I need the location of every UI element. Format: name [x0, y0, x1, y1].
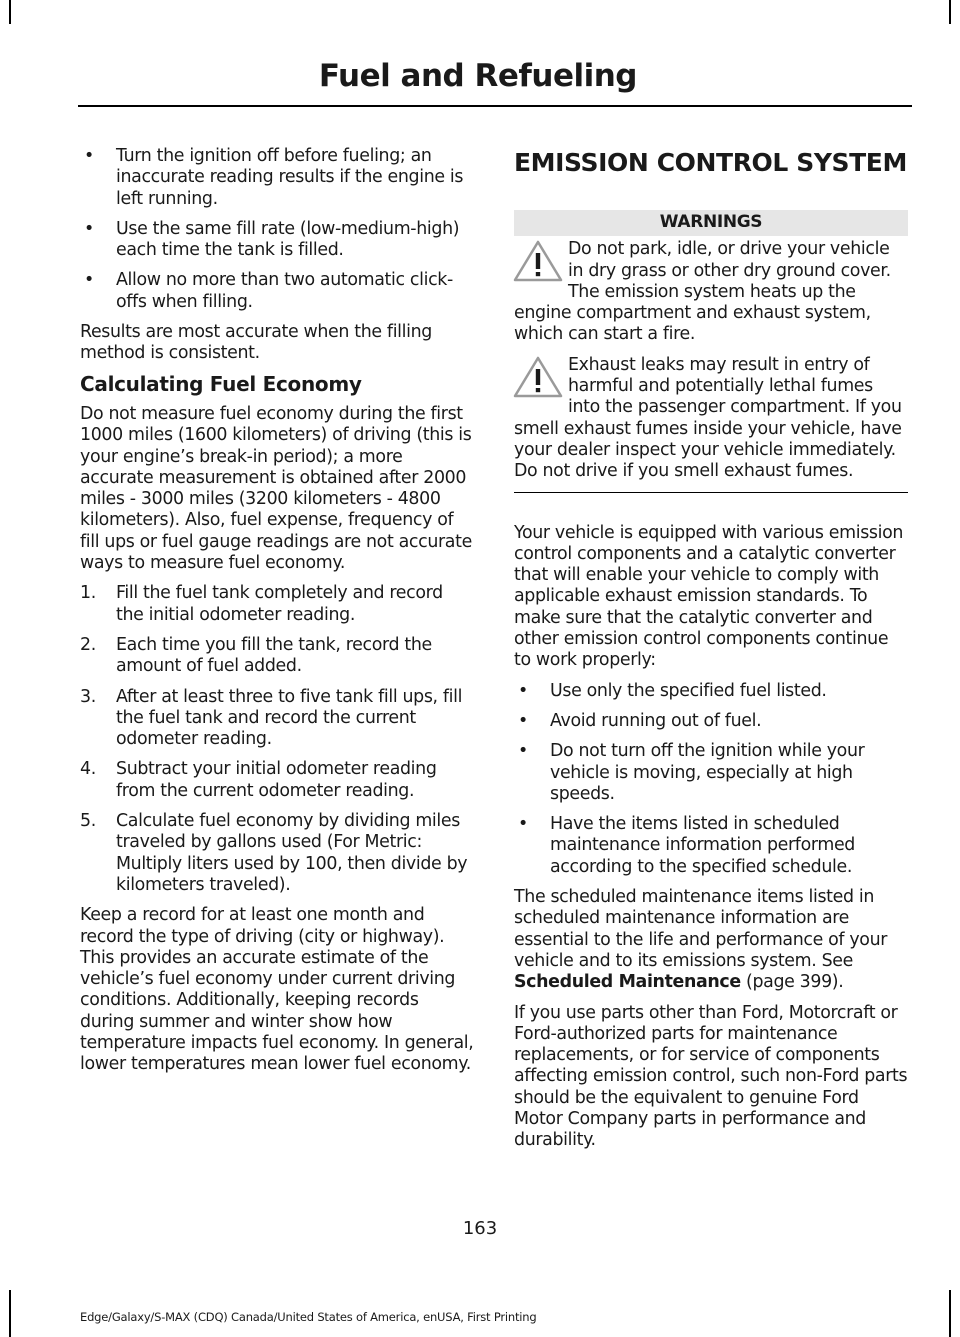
bullet-mark: •: [84, 146, 94, 166]
numbered-step: 5. Calculate fuel economy by dividing miles traveled by gallons used (For Metric: Multiply liters used by 100, then divide by kilometers traveled).: [80, 811, 468, 895]
list-item: • Do not turn off the ignition while your vehicle is moving, especially at high speeds.: [518, 741, 865, 804]
warning-text: Do not park, idle, or drive your vehicle in dry grass or other dry ground cover. The emission system heats up the engine compartment and exhaust system, which can start a fire.: [514, 239, 891, 345]
section-heading: EMISSION CONTROL SYSTEM: [514, 148, 907, 177]
right-column: [514, 146, 908, 1161]
crop-mark-top-right: [949, 0, 951, 24]
bullet-mark: •: [84, 218, 94, 239]
list-item: • Have the items listed in scheduled maintenance information performed according to the specified schedule.: [518, 814, 855, 877]
warning-block: [514, 239, 908, 345]
crop-mark-bottom-left: [9, 1290, 11, 1337]
list-item: • Use only the specified fuel listed.: [518, 680, 827, 701]
warning-triangle-icon: [512, 355, 564, 399]
numbered-step: 3. After at least three to five tank fill ups, fill the fuel tank and record the current odometer reading.: [80, 686, 463, 750]
bullet-mark: •: [518, 814, 528, 835]
bullet-mark: •: [518, 741, 528, 762]
list-item: • Turn the ignition off before fueling; an inaccurate reading results if the engine is left running.: [84, 146, 464, 209]
list-item: • Allow no more than two automatic click-offs when filling.: [84, 270, 453, 312]
warning-triangle-icon: [512, 239, 564, 283]
header-divider: [78, 105, 912, 107]
warnings-header: WARNINGS: [514, 210, 908, 236]
bullet-mark: •: [518, 680, 528, 701]
paragraph: If you use parts other than Ford, Motorcraft or Ford-authorized parts for maintenance replacements, or for service of components affecting emission control, such non-Ford parts should be the equivalent to genuine Ford Motor Company parts in performance and durability.: [514, 1002, 908, 1151]
crop-mark-top-left: [9, 0, 11, 24]
bullet-mark: •: [518, 710, 528, 731]
warning-text: Exhaust leaks may result in entry of harmful and potentially lethal fumes into the passenger compartment. If you smell exhaust fumes inside your vehicle, have your dealer inspect your vehicle immediately. Do not drive if you smell exhaust fumes.: [514, 354, 902, 482]
list-item: • Avoid running out of fuel.: [518, 710, 762, 731]
numbered-step: 1. Fill the fuel tank completely and record the initial odometer reading.: [80, 583, 443, 625]
page-title: Fuel and Refueling: [318, 58, 637, 94]
paragraph: The scheduled maintenance items listed in scheduled maintenance information are essential to the life and performance of your vehicle and to its emissions system. See Scheduled Maintenance (page 399).: [514, 887, 888, 993]
paragraph: Do not measure fuel economy during the first 1000 miles (1600 kilometers) of driving (this is your engine’s break-in period); a more accurate measurement is obtained after 2000 miles - 3000 miles (3200 kilometers - 4800 kilometers). Also, fuel expense, frequency of fill ups or fuel gauge readings are not accurate ways to measure fuel economy.: [80, 403, 472, 574]
warning-block: [514, 355, 908, 483]
section-heading: Calculating Fuel Economy: [80, 371, 362, 396]
paragraph: Keep a record for at least one month and record the type of driving (city or highway). This provides an accurate estimate of the vehicle’s fuel economy under current driving conditions. Additionally, keeping records during summer and winter show how temperature impacts fuel economy. In general, lower temperatures mean lower fuel economy.: [80, 905, 474, 1075]
scheduled-maintenance-link[interactable]: Scheduled Maintenance: [514, 972, 741, 993]
page-number: 163: [462, 1218, 498, 1239]
numbered-step: 2. Each time you fill the tank, record the amount of fuel added.: [80, 634, 432, 677]
paragraph: Results are most accurate when the filling method is consistent.: [80, 322, 432, 364]
crop-mark-bottom-right: [949, 1290, 951, 1337]
paragraph: Your vehicle is equipped with various emission control components and a catalytic converter that will enable your vehicle to comply with applicable exhaust emission standards. To make sure that the catalytic converter and other emission control components continue to work properly:: [514, 522, 904, 671]
numbered-step: 4. Subtract your initial odometer reading from the current odometer reading.: [80, 759, 437, 801]
warnings-divider: [514, 492, 908, 493]
list-item: • Use the same fill rate (low-medium-high) each time the tank is filled.: [84, 218, 460, 261]
bullet-mark: •: [84, 270, 94, 291]
left-column: [80, 146, 474, 1085]
footer-text: Edge/Galaxy/S-MAX (CDQ) Canada/United States of America, enUSA, First Printing: [80, 1310, 537, 1324]
